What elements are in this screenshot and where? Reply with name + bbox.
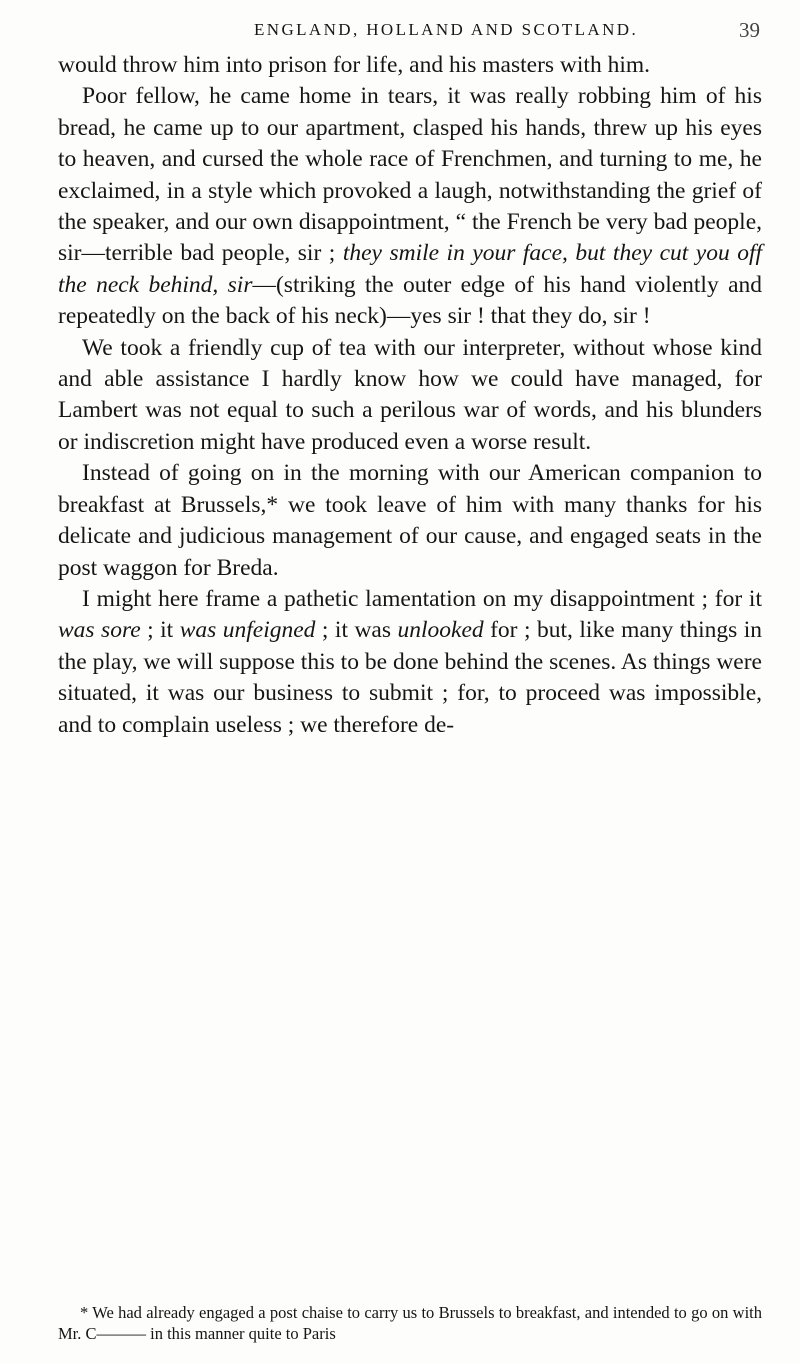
- paragraph-2-end: —(striking the outer edge of his hand violently and repeatedly on the back of his neck)—yes sir ! that they do, sir !: [58, 271, 762, 330]
- running-title: ENGLAND, HOLLAND AND SCOTLAND.: [254, 20, 639, 39]
- paragraph-5-part-1: I might here frame a pathetic lamentation on my disappointment ; for it: [82, 585, 762, 612]
- paragraph-4: Instead of going on in the morning with our American companion to breakfast at Brussels,* we took leave of him with many thanks for his delicate and judicious management of our cause, and engaged seats in the post waggon for Breda.: [58, 460, 762, 581]
- paragraph-5-italic-3: unlooked: [397, 617, 484, 644]
- paragraph-2: [58, 81, 762, 332]
- footnote-text: * We had already engaged a post chaise to carry us to Brussels to breakfast, and intended to go on with Mr. C——— in this manner quite to Paris: [58, 1303, 762, 1343]
- footnote: [58, 1302, 762, 1344]
- paragraph-5-part-2: ; it: [140, 617, 180, 644]
- paragraph-2-start: Poor fellow, he came home in tears, it was really robbing him of his bread, he came up to our apartment, clasped his hands, threw up his eyes to heaven, and cursed the whole race of Frenchmen, and turning to me, he exclaimed, in a style which provoked a laugh, notwithstanding the grief of the speaker, and our own disappointment, “ the French be very bad people, sir—terrible bad people, sir ;: [58, 83, 762, 267]
- paragraph-5-part-4: for ; but, like many things in the play, we will suppose this to be done behind the scenes. As things were situated, it was our business to submit ; for, to proceed was impossible, and to complain useless ; we therefore de-: [58, 617, 763, 738]
- paragraph-5-part-3: ; it was: [315, 617, 398, 644]
- paragraph-5: [58, 584, 762, 741]
- page-number: 39: [739, 18, 760, 42]
- paragraph-2-italic: they smile in your face, but they cut you off the neck behind, sir: [58, 240, 763, 298]
- body-text: [58, 50, 762, 741]
- paragraph-1: would throw him into prison for life, and his masters with him.: [58, 52, 651, 78]
- paragraph-5-italic-1: was sore: [58, 617, 141, 644]
- paragraph-5-italic-2: was unfeigned: [179, 617, 316, 644]
- paragraph-3: We took a friendly cup of tea with our interpreter, without whose kind and able assistance I hardly know how we could have managed, for Lambert was not equal to such a perilous war of words, and his blunders or indiscretion might have produced even a worse result.: [58, 334, 762, 455]
